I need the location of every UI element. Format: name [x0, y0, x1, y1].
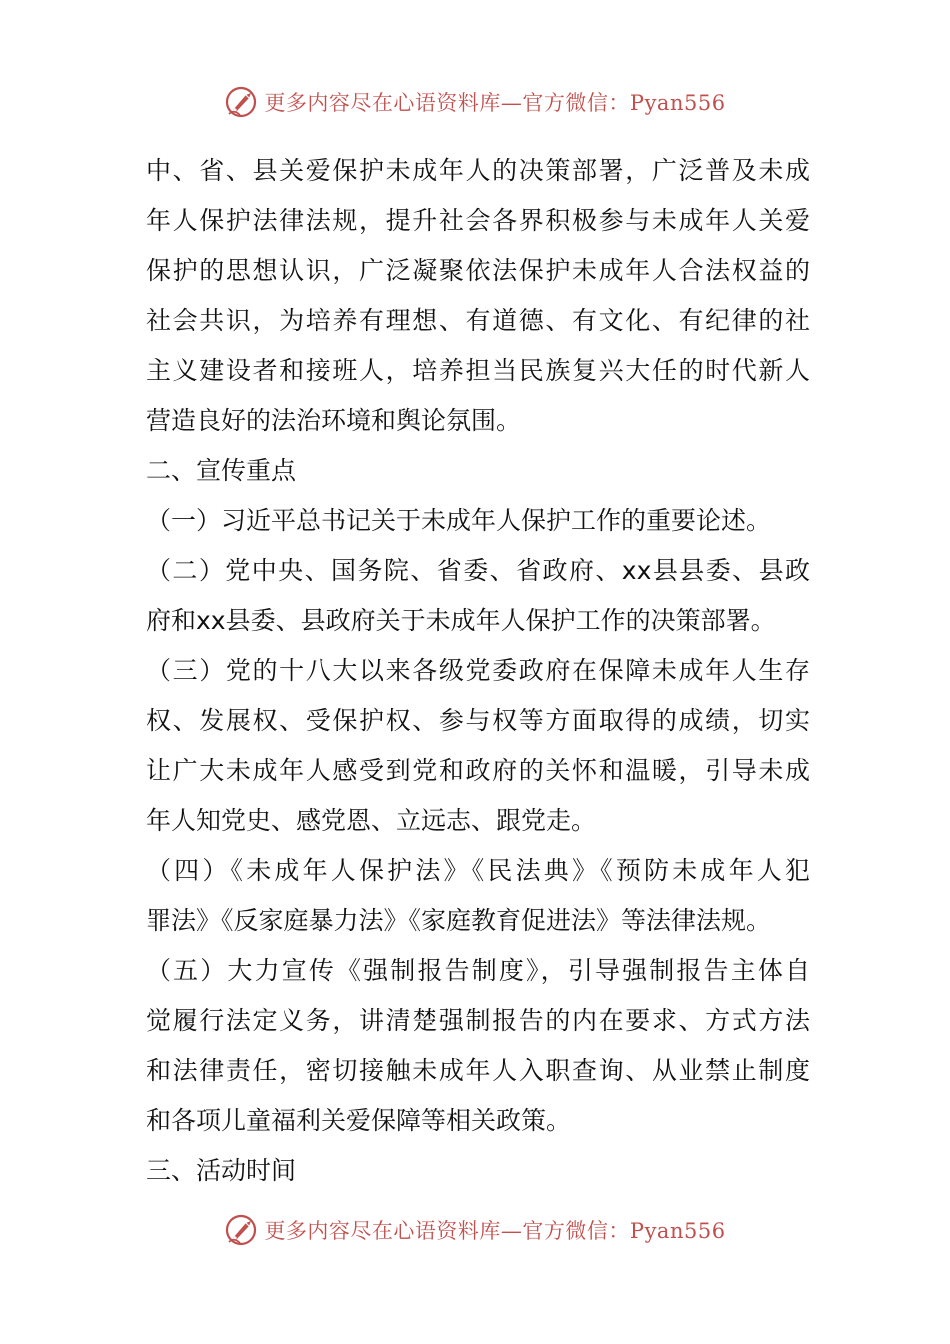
text-line: 府和xx县委、县政府关于未成年人保护工作的决策部署。 [146, 606, 776, 635]
text-line: 主义建设者和接班人，培养担当民族复兴大任的时代新人 [146, 356, 810, 385]
text-line: （二）党中央、国务院、省委、省政府、xx县县委、县政 [146, 556, 810, 585]
header-banner-text: 更多内容尽在心语资料库—官方微信：Pyan556 [264, 91, 726, 115]
text-line: 社会共识，为培养有理想、有道德、有文化、有纪律的社 [146, 306, 810, 335]
text-line: 年人知党史、感党恩、立远志、跟党走。 [146, 806, 597, 835]
text-line: 年人保护法律法规，提升社会各界积极参与未成年人关爱 [146, 206, 810, 235]
text-line: 和法律责任，密切接触未成年人入职查询、从业禁止制度 [146, 1056, 810, 1085]
pen-nib-logo-icon [224, 1212, 260, 1248]
text-line: 保护的思想认识，广泛凝聚依法保护未成年人合法权益的 [146, 256, 810, 285]
text-line: 让广大未成年人感受到党和政府的关怀和温暖，引导未成 [146, 756, 810, 785]
text-line: （五）大力宣传《强制报告制度》，引导强制报告主体自 [146, 956, 810, 985]
text-line: （三）党的十八大以来各级党委政府在保障未成年人生存 [146, 656, 810, 685]
document-body [146, 146, 810, 1196]
text-line: 营造良好的法治环境和舆论氛围。 [146, 406, 522, 435]
text-line: 三、活动时间 [146, 1156, 297, 1185]
footer-banner [0, 1210, 950, 1250]
text-line: 和各项儿童福利关爱保障等相关政策。 [146, 1106, 572, 1135]
header-banner [0, 82, 950, 122]
text-line: 中、省、县关爱保护未成年人的决策部署，广泛普及未成 [146, 156, 810, 185]
text-line: （一）习近平总书记关于未成年人保护工作的重要论述。 [146, 506, 772, 535]
pen-nib-logo-icon [224, 84, 260, 120]
text-line: 觉履行法定义务，讲清楚强制报告的内在要求、方式方法 [146, 1006, 810, 1035]
footer-banner-text: 更多内容尽在心语资料库—官方微信：Pyan556 [264, 1219, 726, 1243]
text-line: （四）《未成年人保护法》《民法典》《预防未成年人犯 [146, 856, 810, 885]
text-line: 二、宣传重点 [146, 456, 297, 485]
text-line: 权、发展权、受保护权、参与权等方面取得的成绩，切实 [146, 706, 810, 735]
text-line: 罪法》《反家庭暴力法》《家庭教育促进法》等法律法规。 [146, 906, 772, 935]
